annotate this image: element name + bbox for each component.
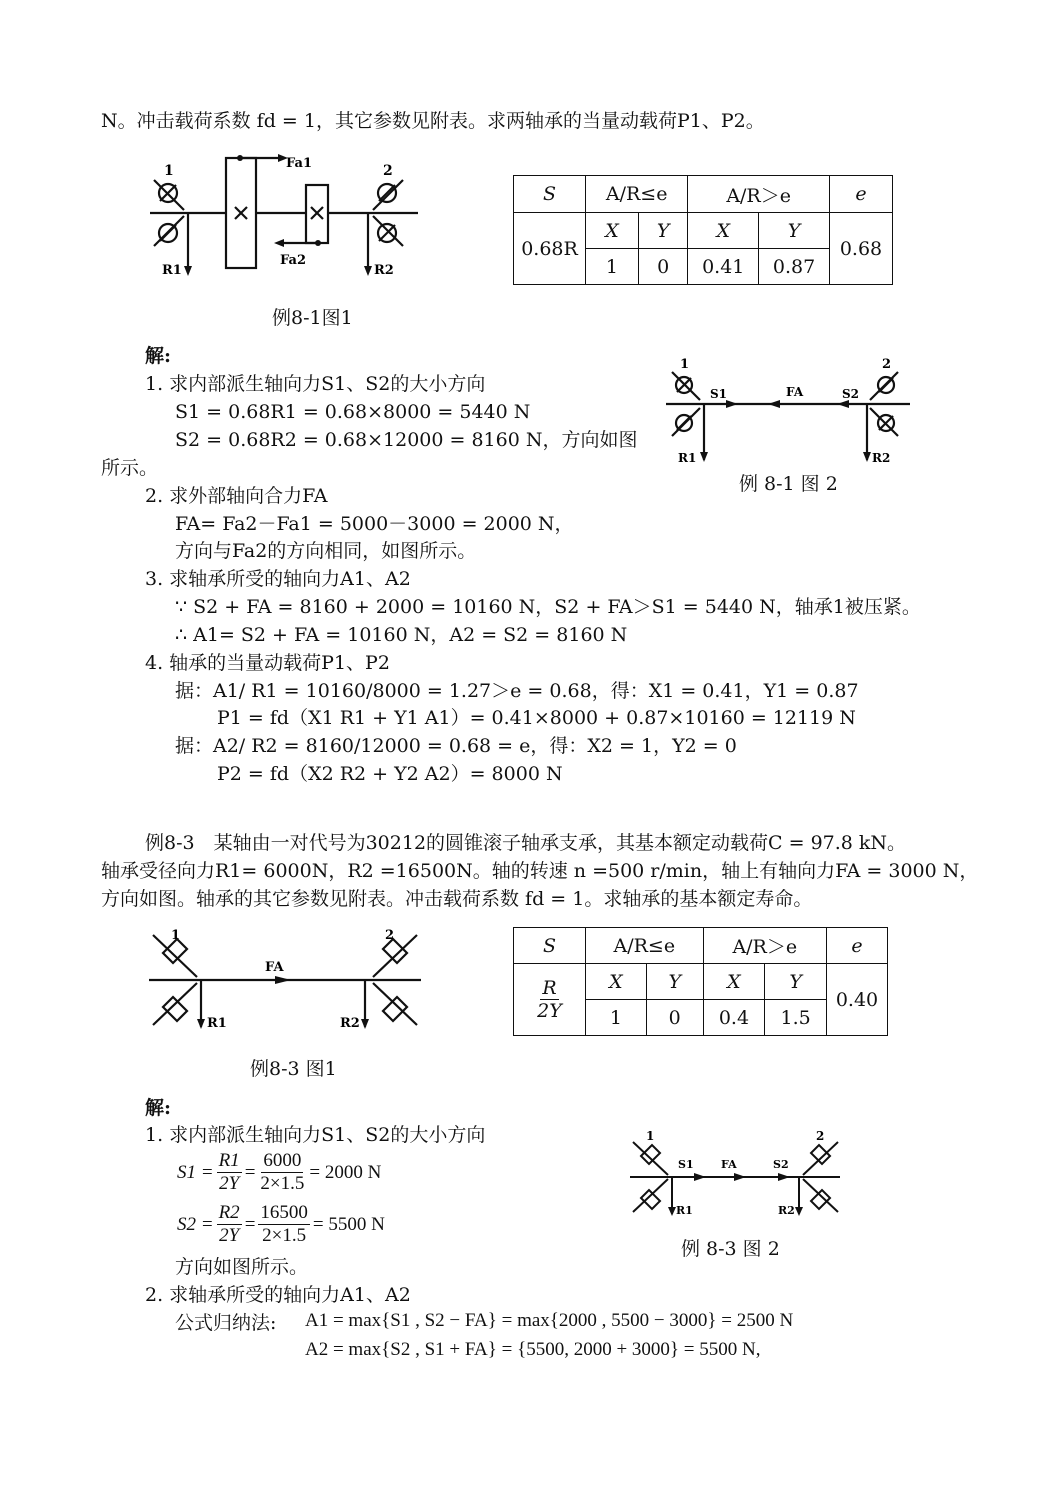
ex83-y2: 1.5 [765, 1000, 827, 1036]
ex83-fig2-s1: S1 [678, 1158, 694, 1171]
ex83-fig2-diagram [628, 1130, 843, 1220]
ex81-fig2-r1: R1 [678, 451, 697, 465]
ex81-sol-l11: 4. 轴承的当量动载荷P1、P2 [145, 652, 390, 674]
ex81-sol-l8: 3. 求轴承所受的轴向力A1、A2 [145, 568, 411, 590]
ex81-fig2-caption: 例 8-1 图 2 [739, 473, 838, 495]
ex81-fig1-diagram [140, 150, 400, 290]
ex83-eq2-rhs: = 5500 N [312, 1213, 385, 1235]
ex83-sol-l4-eq: A1 = max{S1 , S2 − FA} = max{2000 , 5500 − 3000} = 2500 N [305, 1310, 794, 1331]
ex81-sol-l7: 方向与Fa2的方向相同，如图所示。 [175, 540, 477, 562]
ex81-e-val: 0.68 [830, 213, 893, 285]
ex83-eq1-f1n: R1 [218, 1150, 240, 1171]
ex81-fig2-s1: S1 [710, 387, 728, 401]
ex81-sol-l6: FA= Fa2－Fa1 = 5000－3000 = 2000 N， [175, 513, 574, 535]
ex83-th-e: e [827, 928, 888, 964]
ex81-x2: 0.41 [688, 249, 759, 285]
ex83-eq1-rhs: = 2000 N [309, 1161, 382, 1183]
ex83-x2: 0.4 [703, 1000, 765, 1036]
ex81-y1: 0 [638, 249, 687, 285]
ex83-fig2-label-1: 1 [646, 1129, 655, 1143]
ex81-fig2-label-2: 2 [882, 357, 892, 372]
ex83-fig2-fa: FA [721, 1158, 737, 1171]
ex83-fig2-label-2: 2 [816, 1129, 825, 1143]
ex83-fig1-diagram [145, 925, 425, 1035]
ex83-sub-y2: Y [765, 964, 827, 1000]
ex81-sub-y2: Y [759, 213, 830, 249]
ex83-eq-s2 [177, 1202, 385, 1247]
ex81-th-s: S [514, 176, 586, 213]
ex83-eq2-eqs: = [244, 1213, 256, 1235]
ex81-sol-l12: 据：A1/ R1 = 10160/8000 = 1.27＞e = 0.68，得：X1 = 0.41，Y1 = 0.87 [175, 680, 859, 702]
ex81-sub-x1: X [586, 213, 639, 249]
ex81-sol-l5: 2. 求外部轴向合力FA [145, 485, 328, 507]
ex83-fig2-s2: S2 [773, 1158, 789, 1171]
ex83-fig1-label-2: 2 [385, 928, 395, 943]
ex83-th-le: A/R≤e [586, 928, 704, 964]
ex81-fig1-caption: 例8-1图1 [272, 307, 353, 329]
ex83-fig1-r1: R1 [207, 1016, 227, 1031]
ex81-sol-l2: S1 = 0.68R1 = 0.68×8000 = 5440 N [175, 401, 531, 423]
ex83-s-den: 2Y [537, 1000, 562, 1022]
ex83-th-gt: A/R＞e [703, 928, 826, 964]
ex81-sub-x2: X [688, 213, 759, 249]
ex83-param-table [513, 927, 888, 1036]
ex83-fig1-label-1: 1 [171, 928, 181, 943]
ex81-sol-heading: 解: [145, 345, 172, 367]
ex83-eq1-lhs: S1 = [177, 1161, 214, 1183]
ex83-sub-y1: Y [646, 964, 703, 1000]
ex81-sol-l10: ∴ A1= S2 + FA = 10160 N，A2 = S2 = 8160 N [175, 624, 628, 646]
ex81-sol-l4: 所示。 [101, 457, 159, 479]
ex83-x1: 1 [586, 1000, 647, 1036]
ex81-th-gt: A/R＞e [688, 176, 830, 213]
ex81-fig1-label-2: 2 [383, 163, 393, 179]
ex81-sol-l15: P2 = fd（X2 R2 + Y2 A2）= 8000 N [217, 763, 563, 785]
ex83-sol-heading: 解: [145, 1097, 172, 1119]
ex83-p1: 例8-3 某轴由一对代号为30212的圆锥滚子轴承支承，其基本额定动载荷C = 97.8 kN。 [145, 832, 907, 854]
ex83-eq2-f2d: 2×1.5 [262, 1225, 307, 1246]
ex81-sol-l14: 据：A2/ R2 = 8160/12000 = 0.68 = e，得：X2 = 1，Y2 = 0 [175, 735, 737, 757]
ex83-eq1-f2n: 6000 [263, 1150, 302, 1171]
ex83-eq1-eqs: = [244, 1161, 256, 1183]
ex81-fig1-fa2: Fa2 [280, 253, 306, 268]
ex81-fig2-s2: S2 [842, 387, 860, 401]
ex83-sol-l3: 2. 求轴承所受的轴向力A1、A2 [145, 1284, 411, 1306]
ex81-th-le: A/R≤e [586, 176, 688, 213]
ex81-param-table [513, 175, 893, 285]
ex81-fig1-r1: R1 [162, 263, 182, 278]
ex81-fig2-fa: FA [786, 385, 804, 399]
ex81-fig1-fa1: Fa1 [286, 156, 312, 171]
ex81-sol-l13: P1 = fd（X1 R1 + Y1 A1）= 0.41×8000 + 0.87×10160 = 12119 N [217, 707, 856, 729]
ex83-eq2-f1d: 2Y [219, 1225, 240, 1246]
ex83-s-val [514, 964, 586, 1036]
ex83-eq1-f1d: 2Y [219, 1173, 240, 1194]
ex81-fig1-label-1: 1 [164, 163, 174, 179]
ex83-sol-l2: 方向如图所示。 [175, 1256, 309, 1278]
ex83-fig2-caption: 例 8-3 图 2 [681, 1238, 780, 1260]
ex83-e-val: 0.40 [827, 964, 888, 1036]
ex81-fig2-r2: R2 [872, 451, 891, 465]
ex83-sub-x1: X [586, 964, 647, 1000]
ex81-fig1-r2: R2 [374, 263, 394, 278]
ex83-y1: 0 [646, 1000, 703, 1036]
ex83-th-s: S [514, 928, 586, 964]
ex81-fig2-label-1: 1 [680, 357, 690, 372]
intro-line: N。冲击载荷系数 fd = 1，其它参数见附表。求两轴承的当量动载荷P1、P2。 [101, 110, 765, 132]
ex81-fig2-diagram [664, 352, 914, 467]
ex83-eq-s1 [177, 1150, 381, 1195]
ex83-sol-l5-eq: A2 = max{S2 , S1 + FA} = {5500, 2000 + 3000} = 5500 N, [305, 1339, 761, 1360]
ex83-sol-l4-label: 公式归纳法: [175, 1312, 277, 1334]
ex81-y2: 0.87 [759, 249, 830, 285]
ex83-fig2-r1: R1 [676, 1204, 693, 1217]
ex83-eq2-f1n: R2 [218, 1202, 240, 1223]
ex83-eq2-f2n: 16500 [260, 1202, 308, 1223]
ex83-eq2-lhs: S2 = [177, 1213, 214, 1235]
ex81-th-e: e [830, 176, 893, 213]
ex83-p3: 方向如图。轴承的其它参数见附表。冲击载荷系数 fd = 1。求轴承的基本额定寿命。 [101, 888, 813, 910]
ex83-sol-l1: 1. 求内部派生轴向力S1、S2的大小方向 [145, 1124, 486, 1146]
ex81-sol-l3: S2 = 0.68R2 = 0.68×12000 = 8160 N，方向如图 [175, 429, 638, 451]
ex81-x1: 1 [586, 249, 639, 285]
ex83-s-num: R [542, 977, 557, 999]
ex83-fig1-r2: R2 [340, 1016, 360, 1031]
ex81-s-val: 0.68R [514, 213, 586, 285]
ex83-eq1-f2d: 2×1.5 [260, 1173, 305, 1194]
ex81-sub-y1: Y [638, 213, 687, 249]
ex83-sub-x2: X [703, 964, 765, 1000]
ex81-sol-l9: ∵ S2 + FA = 8160 + 2000 = 10160 N，S2 + FA＞S1 = 5440 N，轴承1被压紧。 [175, 596, 921, 618]
ex83-p2: 轴承受径向力R1= 6000N，R2 =16500N。轴的转速 n =500 r/min，轴上有轴向力FA = 3000 N， [101, 860, 979, 882]
ex83-fig2-r2: R2 [778, 1204, 795, 1217]
ex83-fig1-fa: FA [265, 960, 284, 975]
ex83-fig1-caption: 例8-3 图1 [250, 1058, 337, 1080]
ex81-sol-l1: 1. 求内部派生轴向力S1、S2的大小方向 [145, 373, 486, 395]
